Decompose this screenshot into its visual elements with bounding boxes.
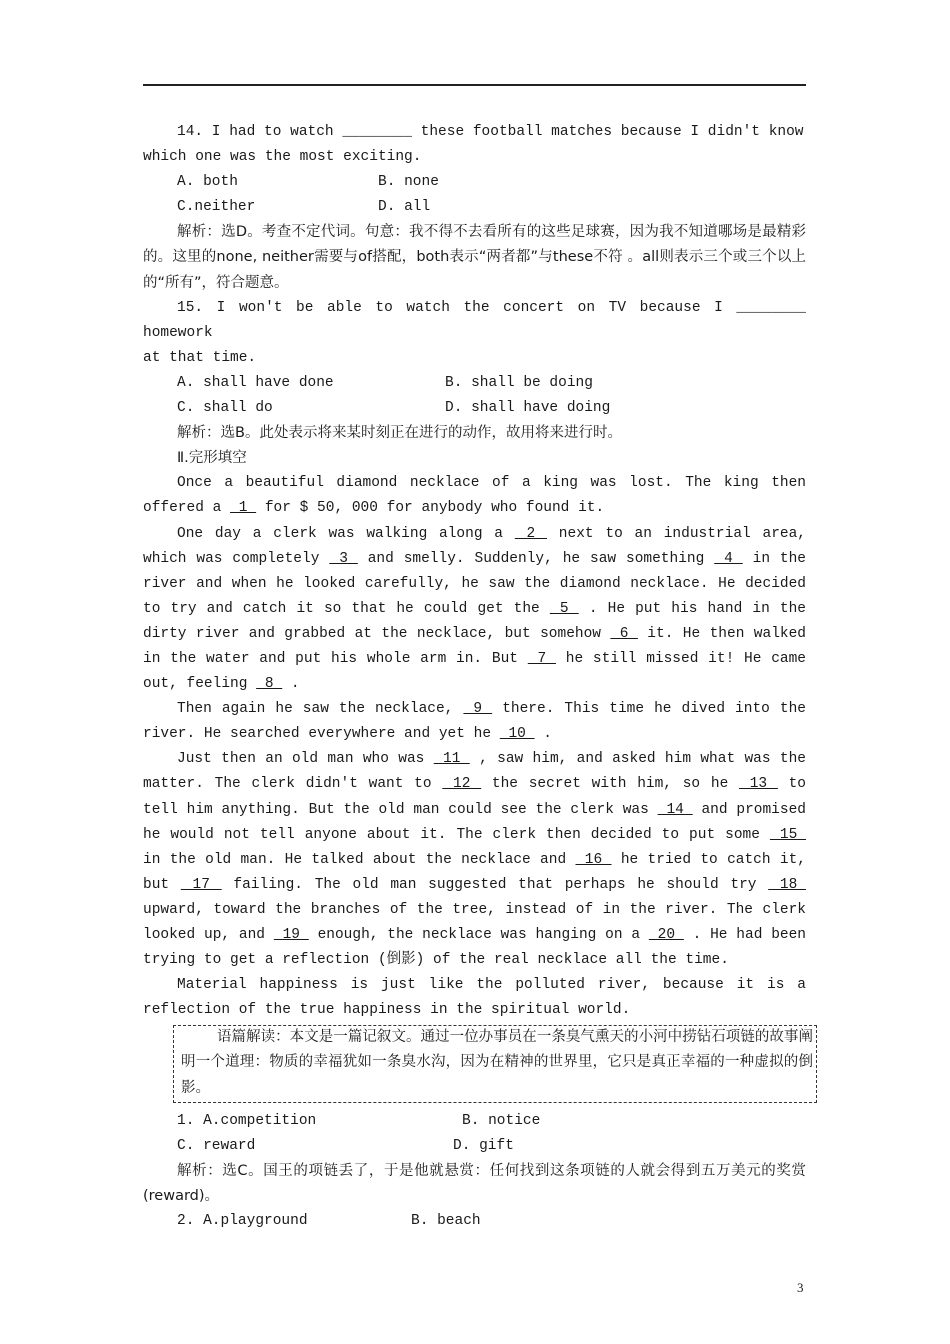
q14-option-b: B. none: [378, 174, 439, 191]
q15-options-row2: [143, 396, 806, 421]
q14-options-row1: [143, 170, 806, 195]
passage-text: in the old man. He talked about the necklace and: [143, 851, 576, 868]
passage-text: .: [534, 726, 552, 743]
box-border-left: [173, 1025, 174, 1102]
passage-text: enough, the necklace was hanging on a: [308, 927, 649, 943]
q14-option-c: C.neither: [177, 199, 256, 216]
q14-options-row2: [143, 195, 806, 220]
box-border-top: [173, 1025, 817, 1026]
blank-7: 7: [527, 650, 556, 667]
q14-stem: [143, 120, 806, 170]
passage-text: Just then an old man who was: [177, 751, 434, 768]
passage-paragraph-1: [143, 471, 806, 521]
passage-text: and promised he would not tell anyone about it. The clerk then decided to put some: [143, 801, 806, 843]
blank-19: 19: [273, 927, 309, 943]
passage-text: Once a beautiful diamond necklace of a king was lost. The king then offered a: [143, 475, 806, 517]
blank-8: 8: [256, 676, 283, 693]
passage-paragraph-4: [143, 747, 806, 973]
passage-paragraph-5: Material happiness is just like the polluted river, because it is a reflection of the true happiness in the spiritual world.: [143, 977, 806, 1019]
passage-text: and smelly. Suddenly, he saw something: [357, 550, 715, 567]
blank-6: 6: [610, 625, 638, 642]
blank-3: 3: [329, 550, 358, 567]
q15-option-d: D. shall have doing: [445, 400, 611, 417]
passage-text: next to an industrial area, which was completely: [143, 525, 806, 567]
passage-text: , saw him, and asked him what was the matter. The clerk didn't want to: [143, 751, 807, 793]
blank-13: 13: [739, 776, 778, 793]
passage-text: the secret with him, so he: [481, 776, 739, 793]
blank-18: 18: [768, 876, 807, 893]
q14-stem-line1: 14. I had to watch ________ these football matches because I didn't know: [177, 124, 804, 140]
blank-16: 16: [575, 851, 612, 868]
a2-option-b: B. beach: [411, 1213, 481, 1230]
a2-options-row1: [143, 1209, 806, 1234]
q14-option-d: D. all: [378, 199, 431, 216]
blank-2: 2: [514, 525, 548, 542]
a1-option-b: B. notice: [462, 1112, 541, 1129]
passage-text: . He had been trying to get a reflection (倒影) of the real necklace all the time.: [143, 927, 806, 969]
a2-option-a: 2. A.playground: [177, 1213, 308, 1230]
passage-text: for $ 50, 000 for anybody who found it.: [256, 500, 605, 517]
blank-15: 15: [769, 826, 806, 843]
passage-paragraph-2: [143, 522, 806, 698]
q15-analysis: 解析：选B。此处表示将来某时刻正在进行的动作，故用将来进行时。: [177, 425, 622, 442]
passage-text: in the river and when he looked carefully, he saw the diamond necklace. He decided to try and catch it so that he could get the: [143, 550, 807, 617]
page-number: 3: [797, 1280, 804, 1295]
q15-options-row1: [143, 371, 806, 396]
passage-text: he tried to catch it, but: [143, 851, 806, 893]
q14-stem-line2: which one was the most exciting.: [143, 149, 422, 166]
passage-text: upward, toward the branches of the tree, instead of in the river. The clerk looked up, and: [143, 901, 806, 943]
passage-paragraph-3: [143, 697, 806, 747]
passage-text: it. He then walked in the water and put his whole arm in. But: [143, 625, 806, 667]
passage-text: One day a clerk was walking along a: [177, 525, 515, 542]
q15-stem-line1: 15. I won't be able to watch the concert on TV because I ________ homework: [143, 299, 806, 341]
blank-5: 5: [549, 600, 579, 617]
passage-text: he still missed it! He came out, feeling: [143, 650, 806, 693]
q15-stem-line2: at that time.: [143, 349, 257, 366]
a1-options-row1: [143, 1109, 806, 1134]
page-content: [143, 120, 813, 1234]
a1-options-row2: [143, 1134, 806, 1159]
box-border-bottom: [173, 1102, 817, 1103]
blank-20: 20: [648, 927, 684, 943]
blank-17: 17: [180, 876, 222, 893]
blank-11: 11: [433, 751, 470, 768]
reading-note-text: 语篇解读：本文是一篇记叙文。通过一位办事员在一条臭气熏天的小河中捞钻石项链的故事阐明一个道理：物质的幸福犹如一条臭水沟，因为在精神的世界里，它只是真正幸福的一种虚拟的倒影。: [181, 1029, 813, 1096]
blank-9: 9: [463, 701, 493, 718]
q15-option-c: C. shall do: [177, 400, 273, 417]
passage-text: to tell him anything. But the old man could see the clerk was: [143, 776, 806, 818]
q14-analysis: 解析：选D。考查不定代词。句意：我不得不去看所有的这些足球赛，因为我不知道哪场是最精彩的。这里的none, neither需要与of搭配，both表示“两者都”与these不符 。all则表示三个或三个以上的“所有”，符合题意。: [143, 224, 806, 291]
passage-text: Then again he saw the necklace,: [177, 701, 464, 718]
box-border-right: [816, 1025, 817, 1102]
blank-4: 4: [714, 550, 743, 567]
passage-text: failing. The old man suggested that perhaps he should try: [221, 876, 769, 893]
q14-option-a: A. both: [177, 174, 238, 191]
q15-stem: [143, 296, 806, 371]
blank-1: 1: [230, 500, 257, 517]
passage-text: .: [282, 676, 300, 693]
passage-text: there. This time he dived into the river. He searched everywhere and yet he: [143, 701, 806, 743]
q15-option-a: A. shall have done: [177, 374, 334, 391]
header-rule: [143, 84, 806, 86]
a1-analysis: 解析：选C。国王的项链丢了，于是他就悬赏：任何找到这条项链的人就会得到五万美元的奖赏(reward)。: [143, 1162, 806, 1204]
q15-option-b: B. shall be doing: [445, 374, 593, 391]
blank-12: 12: [442, 776, 482, 793]
reading-note-box: [173, 1023, 817, 1108]
a1-option-c: C. reward: [177, 1137, 256, 1154]
a1-option-d: D. gift: [453, 1137, 514, 1154]
passage-text: . He put his hand in the dirty river and grabbed at the necklace, but somehow: [143, 600, 806, 642]
section-title: Ⅱ.完形填空: [177, 450, 247, 467]
blank-10: 10: [499, 726, 535, 743]
a1-option-a: 1. A.competition: [177, 1112, 317, 1129]
blank-14: 14: [657, 801, 693, 818]
